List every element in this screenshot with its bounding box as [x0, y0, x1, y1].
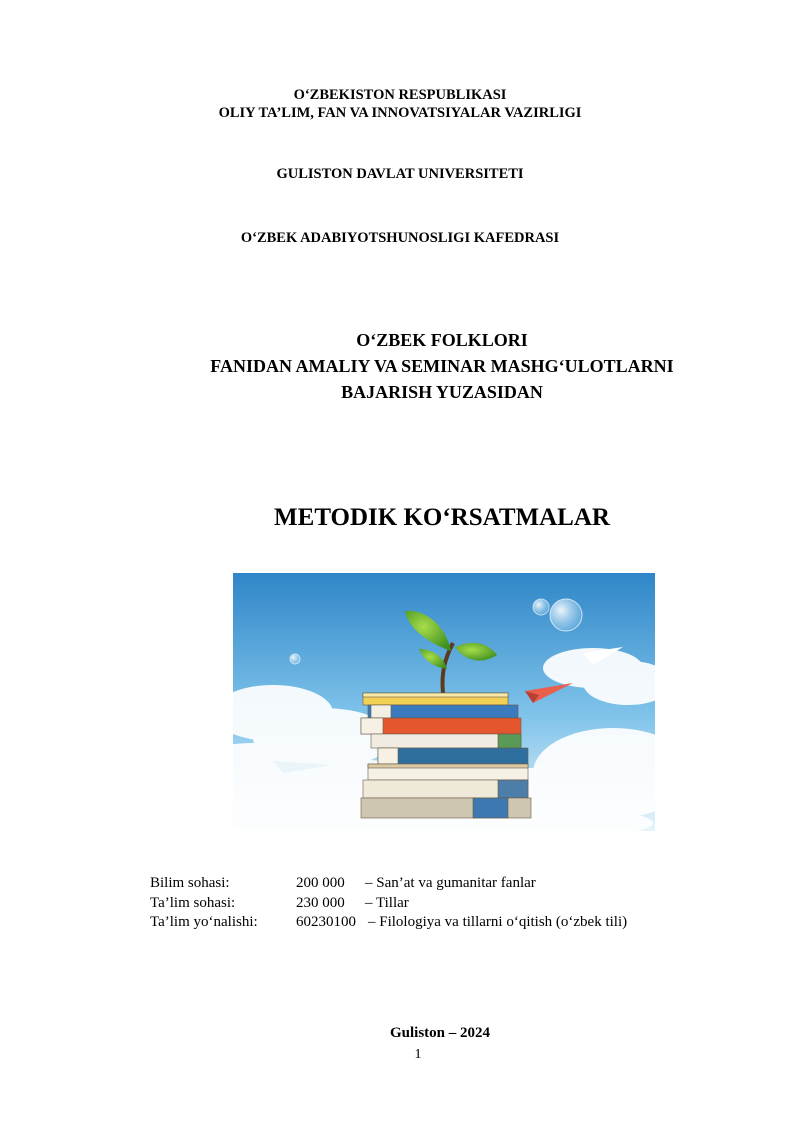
info-desc: – San’at va gumanitar fanlar: [365, 875, 536, 891]
subject-line-3: BAJARISH YUZASIDAN: [341, 382, 543, 402]
info-label: Ta’lim yo‘nalishi:: [150, 914, 258, 930]
republic-heading: O‘ZBEKISTON RESPUBLIKASI: [293, 87, 507, 103]
info-desc: – Tillar: [365, 894, 409, 911]
department-heading: O‘ZBEK ADABIYOTSHUNOSLIGI KAFEDRASI: [240, 230, 560, 246]
subject-line-1: O‘ZBEK FOLKLORI: [356, 330, 528, 350]
info-label: Bilim sohasi:: [150, 875, 230, 891]
info-code: 200 000: [296, 875, 345, 891]
page-number: 1: [414, 1047, 422, 1062]
info-code: 60230100: [296, 914, 356, 930]
ministry-heading: OLIY TA’LIM, FAN VA INNOVATSIYALAR VAZIRLIGI: [218, 105, 582, 121]
books-sprout-icon: [233, 573, 655, 831]
subject-line-2: FANIDAN AMALIY VA SEMINAR MASHG‘ULOTLARNI: [210, 356, 674, 376]
document-title: METODIK KO‘RSATMALAR: [274, 504, 610, 531]
info-desc: – Filologiya va tillarni o‘qitish (o‘zbek tili): [368, 914, 628, 930]
place-year: Guliston – 2024: [389, 1025, 491, 1041]
university-heading: GULISTON DAVLAT UNIVERSITETI: [276, 166, 524, 182]
info-label: Ta’lim sohasi:: [150, 894, 236, 911]
info-code: 230 000: [296, 894, 345, 911]
